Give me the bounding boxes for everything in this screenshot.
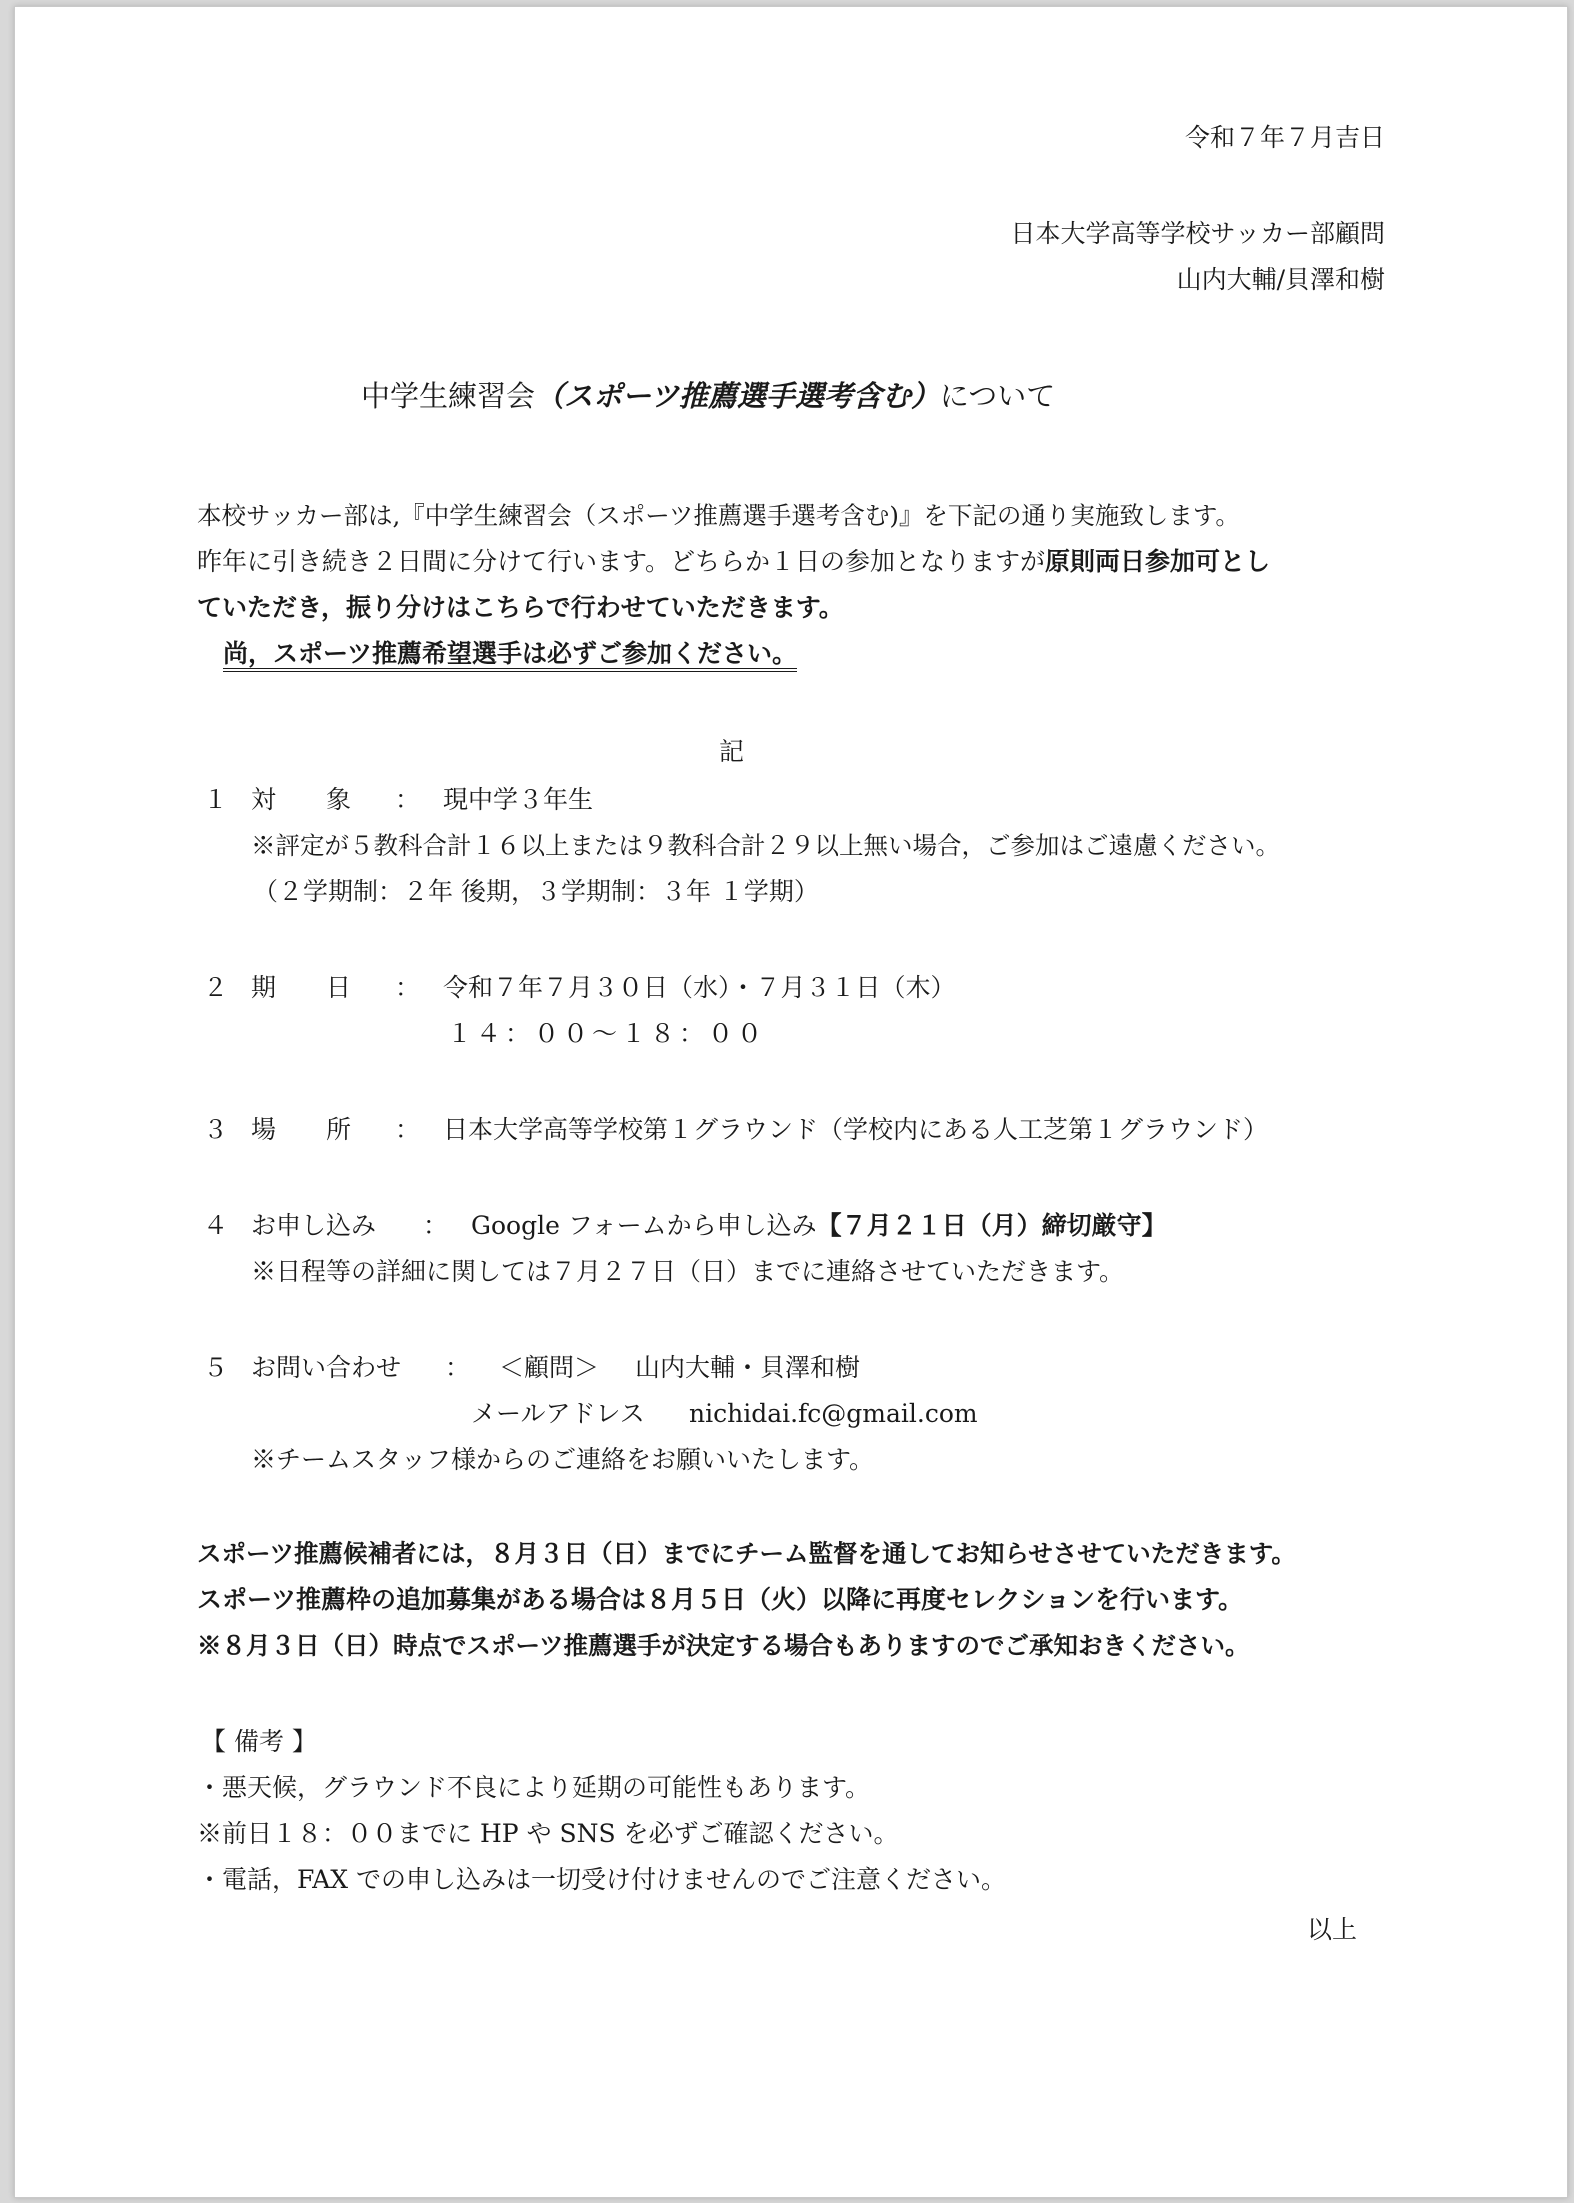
item-3-value: 日本大学高等学校第１グラウンド（学校内にある人工芝第１グラウンド） [443, 1115, 1269, 1144]
intro-line-1: 本校サッカー部は,『中学生練習会（スポーツ推薦選手選考含む)』を下記の通り実施致します。 [197, 501, 1240, 530]
sender-names: 山内大輔/貝澤和樹 [1176, 265, 1385, 294]
item-1-separator: ： [395, 785, 421, 814]
issue-date: 令和７年７月吉日 [1184, 123, 1385, 152]
item-5-contact-names: 山内大輔・貝澤和樹 [635, 1353, 861, 1382]
item-5-note: ※チームスタッフ様からのご連絡をお願いいたします。 [251, 1445, 875, 1474]
item-4-deadline: 【７月２１日（月）締切厳守】 [816, 1211, 1167, 1240]
sender-organization: 日本大学高等学校サッカー部顧問 [1010, 219, 1385, 248]
item-2-number: ２ [203, 973, 229, 1002]
item-1-value: 現中学３年生 [443, 785, 594, 814]
item-1-note-2: （２学期制：２年 後期，３学期制：３年 １学期） [253, 877, 819, 906]
announce-line-1: スポーツ推薦候補者には，８月３日（日）までにチーム監督を通してお知らせさせていただきます。 [197, 1539, 1296, 1568]
item-3-label: 場 所 [251, 1115, 352, 1144]
item-4-note: ※日程等の詳細に関しては７月２７日（日）までに連絡させていただきます。 [251, 1257, 1125, 1286]
item-5-number: ５ [203, 1353, 229, 1382]
intro-line-2-bold: 原則両日参加可とし [1045, 547, 1271, 576]
item-3-separator: ： [395, 1115, 421, 1144]
item-5-email-label: メールアドレス [471, 1399, 645, 1428]
ki-heading: 記 [719, 737, 745, 766]
item-4-value [471, 1209, 1167, 1243]
announce-line-3: ※８月３日（日）時点でスポーツ推薦選手が決定する場合もありますのでご承知おきください。 [197, 1631, 1250, 1660]
item-2-time: １４：００～１８：００ [447, 1019, 767, 1048]
remarks-line-3: ・電話，FAX での申し込みは一切受け付けませんのでご注意ください。 [197, 1865, 1006, 1894]
item-1-note-1: ※評定が５教科合計１６以上または９教科合計２９以上無い場合，ご参加はご遠慮ください。 [251, 831, 1280, 860]
intro-line-4-text: 尚，スポーツ推薦希望選手は必ずご参加ください。 [223, 639, 797, 672]
item-4-separator: ： [423, 1211, 449, 1240]
intro-line-2-plain: 昨年に引き続き２日間に分けて行います。どちらか１日の参加となりますが [197, 547, 1046, 576]
remarks-heading: 【 備考 】 [201, 1727, 317, 1756]
title-emphasis: （スポーツ推薦選手選考含む） [535, 379, 940, 413]
title-prefix: 中学生練習会 [361, 379, 536, 413]
announce-line-2: スポーツ推薦枠の追加募集がある場合は８月５日（火）以降に再度セレクションを行います。 [197, 1585, 1244, 1614]
item-1-label: 対 象 [251, 785, 352, 814]
intro-line-4-underlined [223, 637, 797, 671]
item-4-label: お申し込み [251, 1211, 377, 1240]
intro-line-2 [197, 545, 1270, 579]
title-suffix: について [939, 379, 1056, 413]
item-2-label: 期 日 [251, 973, 352, 1002]
item-5-separator: ： [445, 1353, 471, 1382]
document-page [14, 6, 1568, 2198]
item-2-value: 令和７年７月３０日（水）・７月３１日（木） [443, 973, 956, 1002]
closing-text: 以上 [1306, 1915, 1357, 1944]
item-5-label: お問い合わせ [251, 1353, 402, 1382]
item-2-separator: ： [395, 973, 421, 1002]
item-5-email: nichidai.fc@gmail.com [689, 1399, 978, 1428]
item-3-number: ３ [203, 1115, 229, 1144]
item-5-contact-label: ＜顧問＞ [499, 1353, 600, 1382]
document-title [361, 379, 1055, 413]
remarks-line-2: ※前日１８：００までに HP や SNS を必ずご確認ください。 [197, 1819, 899, 1848]
remarks-line-1: ・悪天候，グラウンド不良により延期の可能性もあります。 [197, 1773, 871, 1802]
item-4-number: ４ [203, 1211, 229, 1240]
item-1-number: １ [203, 785, 229, 814]
intro-line-3: ていただき，振り分けはこちらで行わせていただきます。 [197, 593, 844, 622]
item-4-method: Google フォームから申し込み [471, 1211, 817, 1240]
